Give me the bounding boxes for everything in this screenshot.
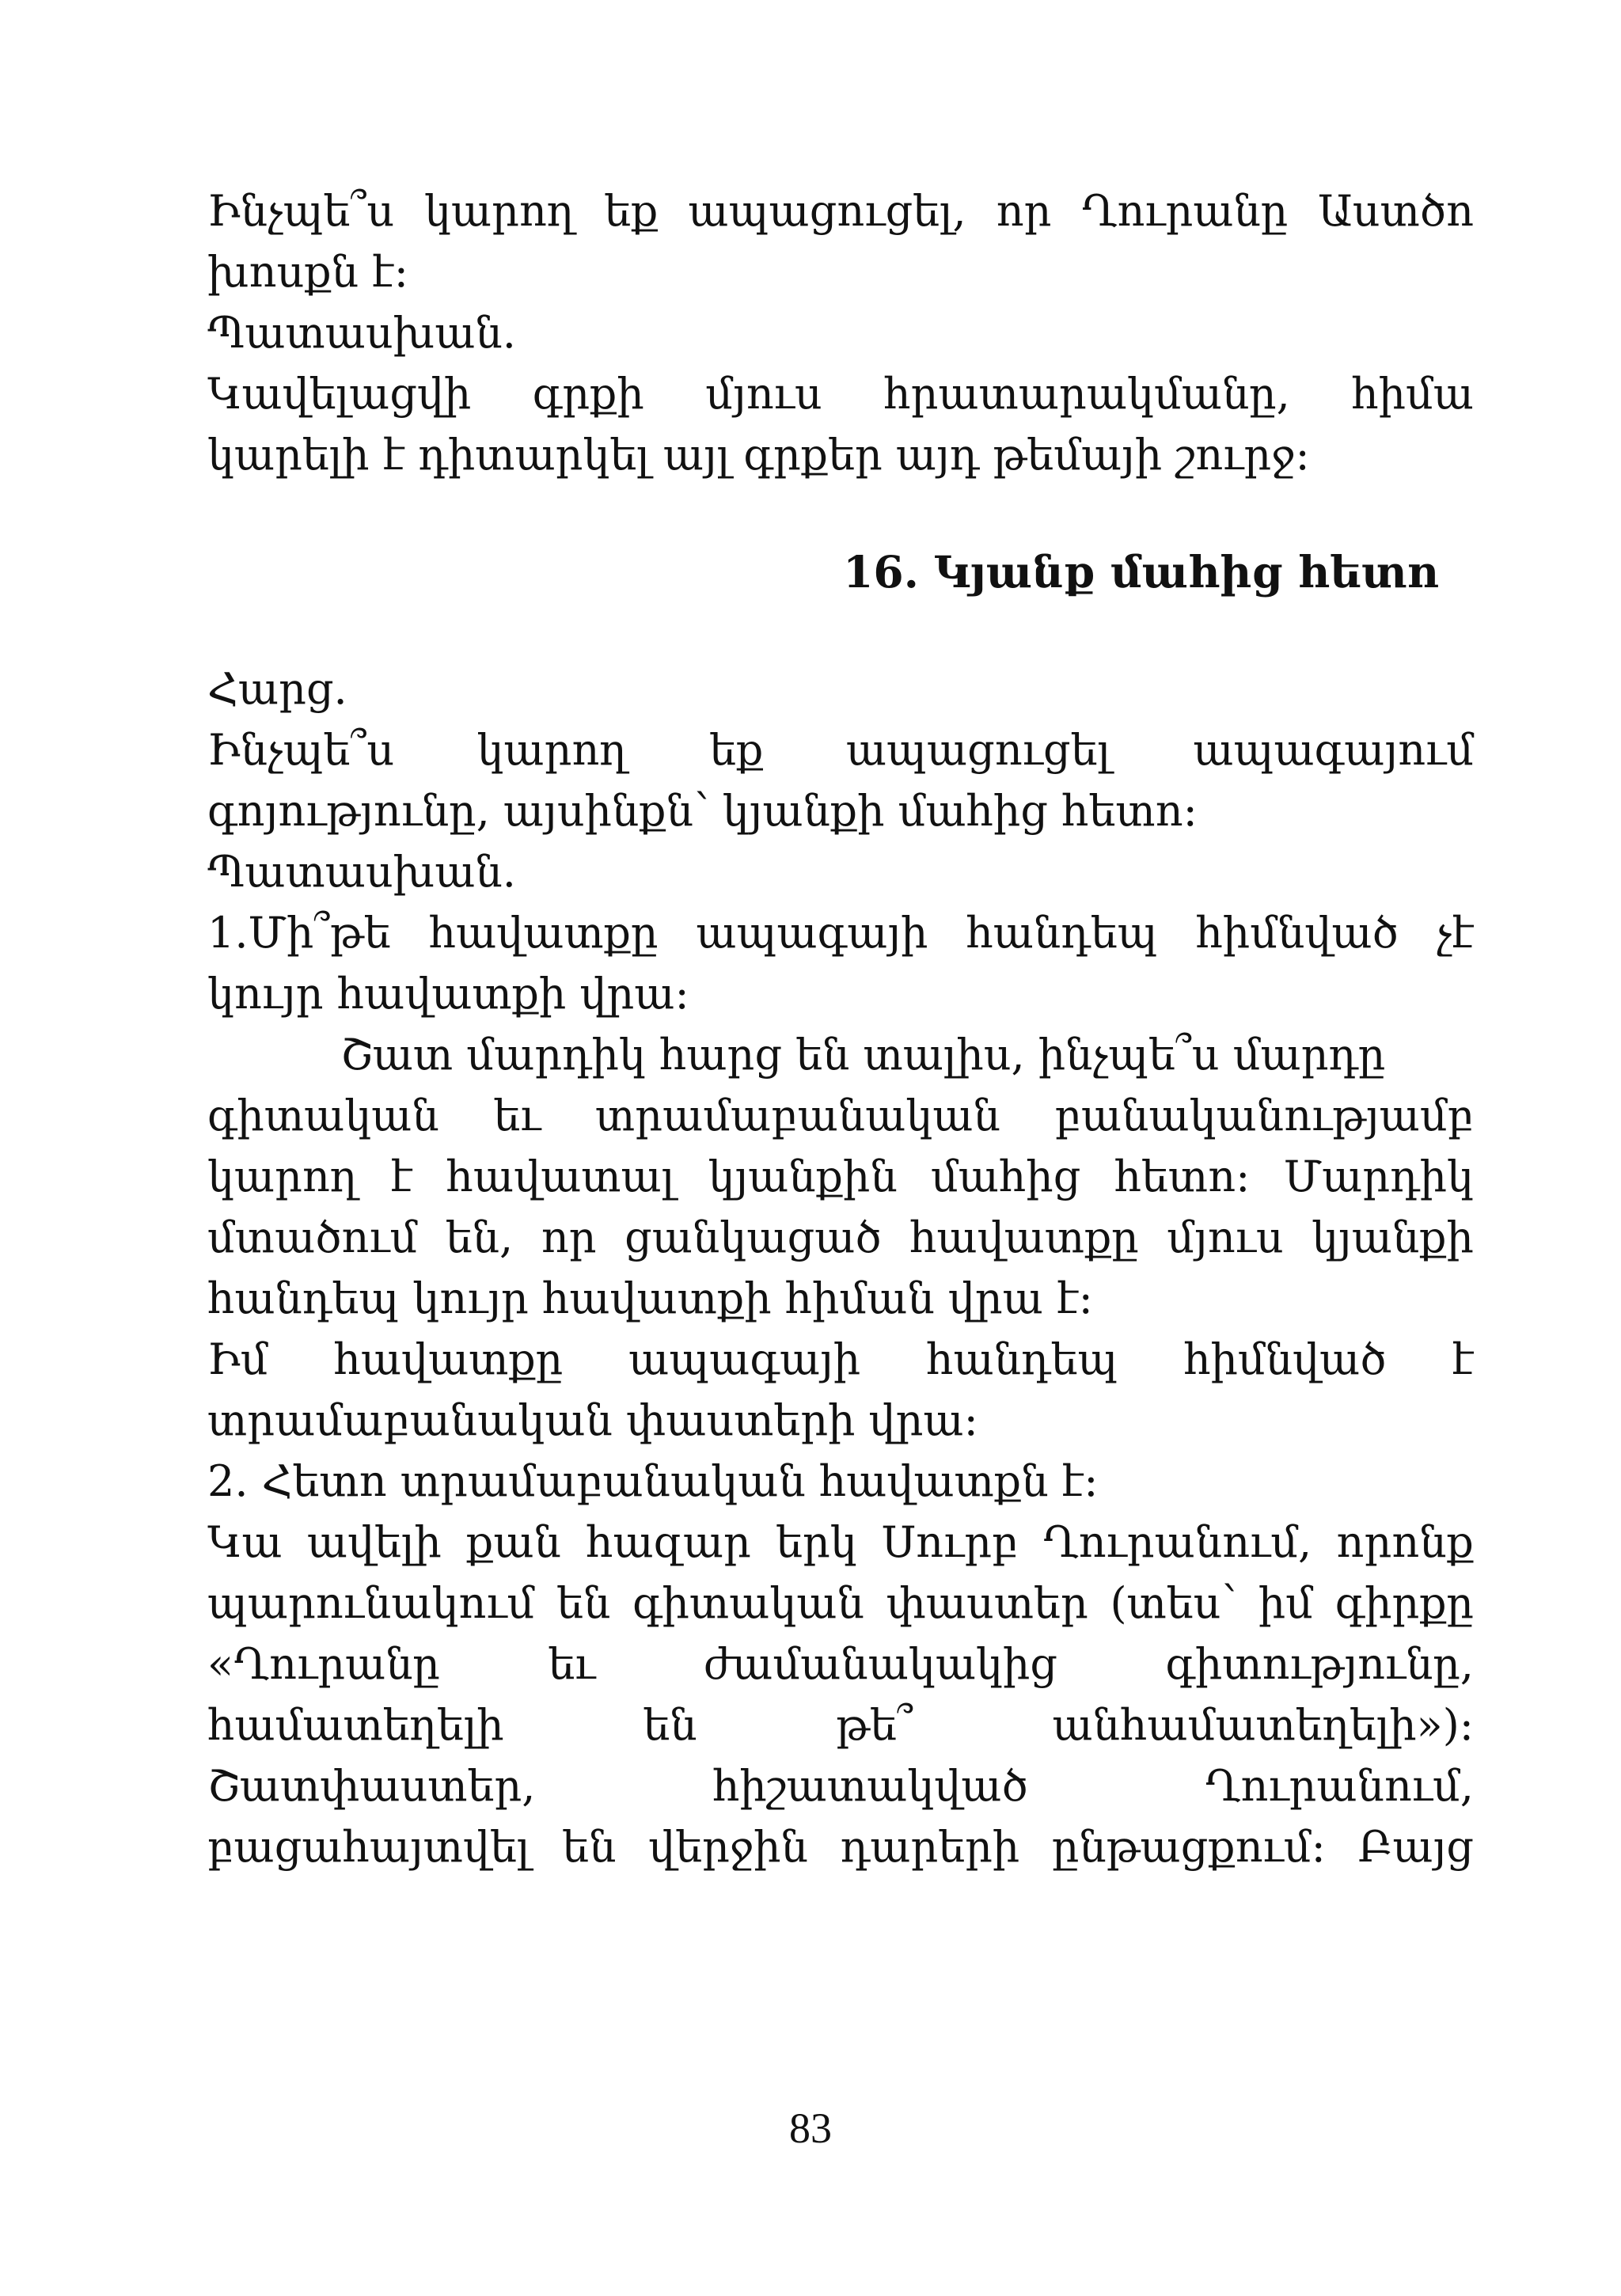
word: ապացուցել xyxy=(845,725,1110,775)
word: հետո: xyxy=(1114,1152,1251,1201)
word: անհամատեղելի»): xyxy=(1052,1700,1474,1750)
paragraph-line xyxy=(207,1085,1474,1146)
word: եք xyxy=(604,186,659,236)
word: հիմնված xyxy=(1183,1334,1387,1384)
word: հանդեպ xyxy=(926,1334,1118,1384)
word: եւ xyxy=(548,1639,596,1689)
word: կյանքի xyxy=(1312,1213,1474,1262)
word: Ինչպե՞ս xyxy=(207,725,395,775)
word: «Ղուրանը xyxy=(207,1639,440,1689)
word: կարող xyxy=(424,186,575,236)
paragraph-line xyxy=(207,1816,1474,1877)
word: վերջին xyxy=(648,1822,808,1872)
word: կարող xyxy=(476,725,627,775)
word: կյանքին xyxy=(708,1152,898,1201)
word: ավելի xyxy=(306,1517,442,1567)
word: են xyxy=(562,1822,617,1872)
word: հավատալ xyxy=(446,1152,675,1201)
word: է xyxy=(1452,1334,1474,1384)
word: հազար xyxy=(586,1517,751,1567)
paragraph-line: տրամաբանական փաստերի վրա: xyxy=(207,1395,978,1445)
word: որ xyxy=(996,186,1052,236)
word: չէ xyxy=(1436,908,1474,958)
paragraph-line xyxy=(207,1755,1474,1816)
point-1-line xyxy=(207,902,1474,963)
word: հավատքը xyxy=(909,1213,1139,1262)
word: հիմնված xyxy=(1195,908,1399,958)
paragraph-line xyxy=(207,1329,1474,1390)
word: մյուս xyxy=(1167,1213,1284,1262)
word: (տես՝ xyxy=(1110,1578,1237,1628)
word: մյուս xyxy=(705,369,822,419)
word: են xyxy=(643,1700,697,1750)
question-line: գոյությունը, այսինքն՝ կյանքի մահից հետո: xyxy=(207,786,1198,836)
word: Կավելացվի xyxy=(207,369,472,419)
word: են xyxy=(556,1578,611,1628)
word: հանդեպ xyxy=(966,908,1158,958)
word: Սուրբ xyxy=(881,1517,1019,1567)
word: որոնք xyxy=(1336,1517,1474,1567)
word: գրքի xyxy=(532,369,644,419)
word: ընթացքում: xyxy=(1052,1822,1326,1872)
page-number: 83 xyxy=(789,2104,832,2152)
word: տրամաբանական xyxy=(595,1091,1000,1140)
word: գիտությունը, xyxy=(1165,1639,1474,1689)
word: երկ xyxy=(776,1517,857,1567)
word: իմ xyxy=(1258,1578,1313,1628)
word: մահից xyxy=(931,1152,1081,1201)
paragraph-line xyxy=(207,1573,1474,1634)
word: կարող xyxy=(207,1152,358,1201)
word: բանականությամբ xyxy=(1054,1091,1474,1140)
word: համատեղելի xyxy=(207,1700,504,1750)
word: Բայց xyxy=(1357,1822,1474,1872)
paragraph-line xyxy=(207,1146,1474,1207)
word: Ղուրանում, xyxy=(1205,1761,1474,1811)
word: ապագայում xyxy=(1193,725,1474,775)
word: դարերի xyxy=(840,1822,1020,1872)
answer-label: Պատասխան. xyxy=(207,847,516,897)
word: հրատարակմանը, xyxy=(883,369,1290,419)
point-2-line: 2. Հետո տրամաբանական հավատքն է: xyxy=(207,1456,1099,1506)
word: Ղուրանում, xyxy=(1042,1517,1312,1567)
word: եք xyxy=(709,725,764,775)
word: Կա xyxy=(207,1517,283,1567)
section-heading: 16. Կյանք մահից հետո xyxy=(843,546,1439,598)
word: ապագայի xyxy=(628,1334,861,1384)
word: Ինչպե՞ս xyxy=(207,186,395,236)
intro-question-line xyxy=(207,180,1474,241)
word: քան xyxy=(466,1517,561,1567)
word: գիտական xyxy=(632,1578,864,1628)
word: ապագայի xyxy=(696,908,928,958)
word: փաստեր xyxy=(886,1578,1088,1628)
word: գիրքը xyxy=(1334,1578,1474,1628)
question-line xyxy=(207,719,1474,780)
word: հիմա xyxy=(1351,369,1474,419)
question-label: Հարց. xyxy=(207,664,347,714)
word: բացահայտվել xyxy=(207,1822,530,1872)
word: են, xyxy=(445,1213,514,1262)
paragraph-line xyxy=(207,1634,1474,1694)
word: ժամանակակից xyxy=(703,1639,1057,1689)
intro-answer-label: Պատասխան. xyxy=(207,308,516,358)
paragraph-line: հանդեպ կույր հավատքի հիման վրա է: xyxy=(207,1273,1093,1323)
word: ապացուցել, xyxy=(688,186,966,236)
word: թե՞ xyxy=(836,1700,913,1750)
word: հավատքը xyxy=(333,1334,564,1384)
word: է xyxy=(390,1152,413,1201)
paragraph-line xyxy=(207,1694,1474,1755)
paragraph-line xyxy=(207,1207,1474,1268)
intro-question-line: խոսքն է: xyxy=(207,247,408,297)
word: գիտական xyxy=(207,1091,439,1140)
intro-answer-line xyxy=(207,363,1474,424)
word: Իմ xyxy=(207,1334,268,1384)
word: պարունակում xyxy=(207,1578,535,1628)
word: Շատփաստեր, xyxy=(207,1761,536,1811)
word: 1.Մի՞թե xyxy=(207,908,391,958)
word: որ xyxy=(541,1213,597,1262)
word: ցանկացած xyxy=(624,1213,882,1262)
word: Մարդիկ xyxy=(1283,1152,1474,1201)
word: մտածում xyxy=(207,1213,418,1262)
page-body xyxy=(207,180,1474,1877)
word: Աստծո xyxy=(1318,186,1474,236)
word: հավատքը xyxy=(428,908,659,958)
intro-answer-line: կարելի է դիտարկել այլ գրքեր այդ թեմայի շուրջ: xyxy=(207,430,1310,480)
point-1-line: կույր հավատքի վրա: xyxy=(207,969,689,1019)
word: հիշատակված xyxy=(712,1761,1028,1811)
paragraph-line xyxy=(207,1512,1474,1573)
word: եւ xyxy=(493,1091,541,1140)
paragraph-line: Շատ մարդիկ հարց են տալիս, ինչպե՞ս մարդը xyxy=(340,1030,1386,1080)
word: Ղուրանը xyxy=(1081,186,1289,236)
